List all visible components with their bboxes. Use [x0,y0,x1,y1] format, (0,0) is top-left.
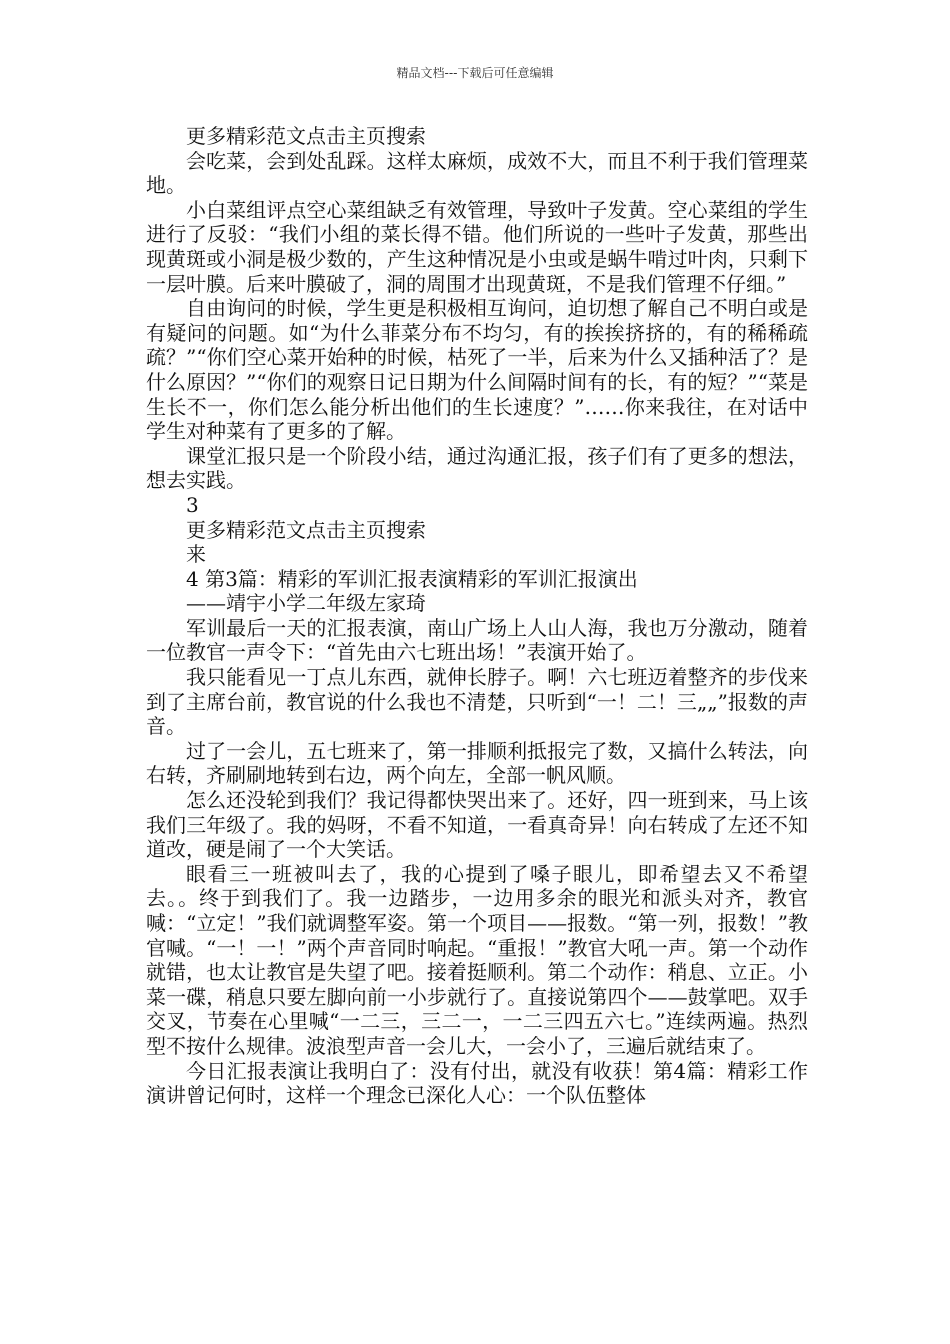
page-header: 精品文档---下载后可任意编辑 [396,66,554,80]
document-body [146,124,808,1108]
paragraph: 会吃菜，会到处乱踩。这样太麻烦，成效不大，而且不利于我们管理菜地。 [146,148,808,198]
paragraph: 课堂汇报只是一个阶段小结，通过沟通汇报，孩子们有了更多的想法，想去实践。 [146,443,808,493]
paragraph: 更多精彩范文点击主页搜索 [186,517,426,542]
paragraph: 今日汇报表演让我明白了：没有付出，就没有收获！第4篇：精彩工作演讲曾记何时，这样一个理念已深化人心：一个队伍整体 [146,1058,808,1108]
paragraph: 来 [186,542,206,567]
paragraph: 眼看三一班被叫去了，我的心提到了嗓子眼儿，即希望去又不希望去。。终于到我们了。我一边踏步，一边用多余的眼光和派头对齐，教官喊：“立定！”我们就调整军姿。第一个项目——报数。“第一列，报数！”教官喊。“一！一！”两个声音同时响起。“重报！”教官大吼一声。第一个动作就错，也太让教官是失望了吧。接着挺顺利。第二个动作：稍息、立正。小菜一碟，稍息只要左脚向前一小步就行了。直接说第四个——鼓掌吧。双手交叉，节奏在心里喊“一二三，三二一，一二三四五六七。”连续两遍。热烈型不按什么规律。波浪型声音一会儿大，一会小了，三遍后就结束了。 [146,861,808,1058]
paragraph: 小白菜组评点空心菜组缺乏有效管理，导致叶子发黄。空心菜组的学生进行了反驳：“我们小组的菜长得不错。他们所说的一些叶子发黄，那些出现黄斑或小洞是极少数的，产生这种情况是小虫或是蜗牛啃过叶肉，只剩下一层叶膜。后来叶膜破了，洞的周围才出现黄斑，不是我们管理不仔细。” [146,197,808,296]
section-title: 4 第3篇：精彩的军训汇报表演精彩的军训汇报演出 [186,566,638,591]
paragraph: 我只能看见一丁点儿东西，就伸长脖子。啊！六七班迈着整齐的步伐来到了主席台前，教官说的什么我也不清楚，只听到“一！二！三„„”报数的声音。 [146,665,808,739]
paragraph: 自由询问的时候，学生更是积极相互询问，迫切想了解自己不明白或是有疑问的问题。如“为什么菲菜分布不均匀，有的挨挨挤挤的，有的稀稀疏疏？”“你们空心菜开始种的时候，枯死了一半，后来为什么又插种活了？是什么原因？”“你们的观察日记日期为什么间隔时间有的长，有的短？”“菜是生长不一，你们怎么能分析出他们的生长速度？”……你来我往，在对话中学生对种菜有了更多的了解。 [146,296,808,444]
author-line: ——靖宇小学二年级左家琦 [186,591,426,616]
paragraph: 怎么还没轮到我们？我记得都快哭出来了。还好，四一班到来，马上该我们三年级了。我的妈呀，不看不知道，一看真奇异！向右转成了左还不知道改，硬是闹了一个大笑话。 [146,788,808,862]
page-number: 3 [186,492,199,517]
paragraph: 过了一会儿，五七班来了，第一排顺利抵报完了数，又搞什么转法，向右转，齐刷刷地转到右边，两个向左，全部一帆风顺。 [146,738,808,788]
paragraph: 更多精彩范文点击主页搜索 [186,124,426,148]
paragraph: 军训最后一天的汇报表演，南山广场上人山人海，我也万分激动，随着一位教官一声令下：“首先由六七班出场！”表演开始了。 [146,615,808,665]
